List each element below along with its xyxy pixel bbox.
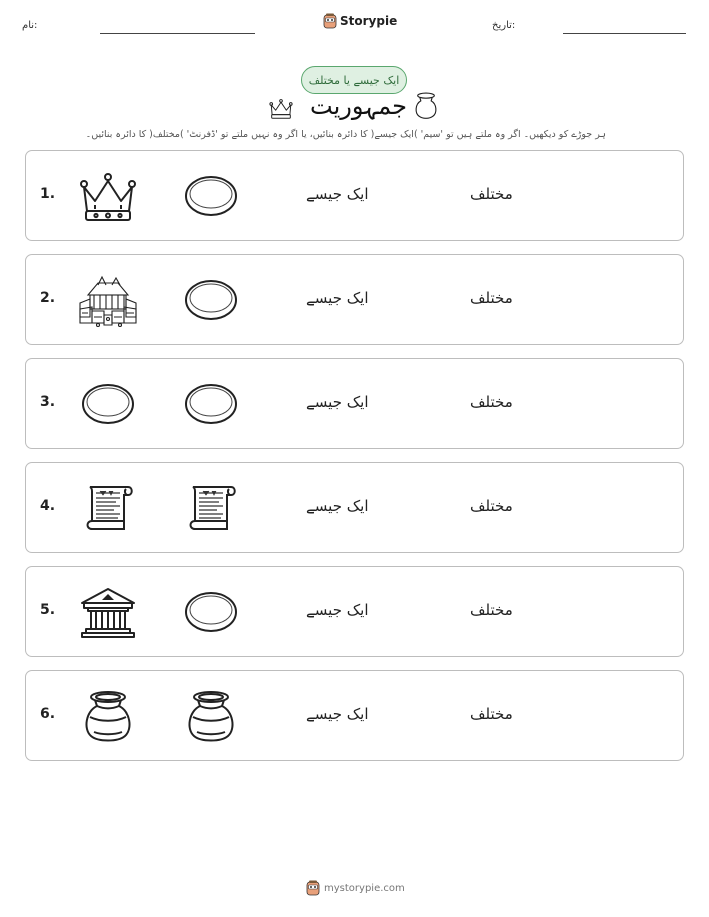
option-same[interactable]: ایک جیسے [306, 185, 369, 203]
pot-icon [181, 689, 241, 743]
option-different[interactable]: مختلف [470, 497, 513, 515]
pair-row-2 [25, 254, 684, 345]
scroll-icon [78, 481, 138, 535]
option-same[interactable]: ایک جیسے [306, 393, 369, 411]
pair-row-1 [25, 150, 684, 241]
option-different[interactable]: مختلف [470, 393, 513, 411]
option-different[interactable]: مختلف [470, 185, 513, 203]
title-row [262, 90, 447, 124]
date-line[interactable] [563, 33, 686, 34]
option-different[interactable]: مختلف [470, 289, 513, 307]
row-number: 2. [40, 290, 56, 306]
row-number: 3. [40, 394, 56, 410]
row-number: 5. [40, 602, 56, 618]
scroll-icon [181, 481, 241, 535]
footer [306, 880, 405, 896]
pot-icon [78, 689, 138, 743]
row-number: 4. [40, 498, 56, 514]
option-different[interactable]: مختلف [470, 705, 513, 723]
row-number: 1. [40, 186, 56, 202]
storypie-mascot-icon [323, 13, 337, 29]
option-same[interactable]: ایک جیسے [306, 601, 369, 619]
coin-icon [181, 273, 241, 327]
coin-icon [181, 169, 241, 223]
option-different[interactable]: مختلف [470, 601, 513, 619]
brand-logo [323, 13, 397, 29]
option-same[interactable]: ایک جیسے [306, 705, 369, 723]
row-number: 6. [40, 706, 56, 722]
footer-url[interactable]: mystorypie.com [324, 882, 405, 894]
coin-icon [78, 377, 138, 431]
brand-name: Storypie [340, 14, 398, 28]
instructions: ہر جوڑے کو دیکھیں۔ اگر وہ ملتے ہیں تو 'سیم' )ایک جیسے( کا دائرہ بنائیں، یا اگر وہ نہیں ملتے تو 'ڈفرنٹ' )مختلف( کا دائرہ بنائیں۔ [85, 129, 606, 140]
crown-icon [266, 96, 296, 120]
pair-row-4 [25, 462, 684, 553]
same-or-different-badge: ایک جیسے یا مختلف [301, 66, 407, 94]
pair-row-5 [25, 566, 684, 657]
crown-icon [78, 169, 138, 223]
greek-temple-icon [78, 585, 138, 639]
option-same[interactable]: ایک جیسے [306, 497, 369, 515]
storypie-mascot-icon [306, 880, 320, 896]
option-same[interactable]: ایک جیسے [306, 289, 369, 307]
coin-icon [181, 377, 241, 431]
date-label: تاریخ: [492, 20, 516, 31]
name-line[interactable] [100, 33, 255, 34]
page-title: جمہوریت [310, 92, 408, 120]
name-label: نام: [22, 20, 38, 31]
market-town-icon [78, 273, 138, 327]
coin-icon [181, 585, 241, 639]
pot-icon [412, 91, 440, 121]
pair-row-3 [25, 358, 684, 449]
pair-row-6 [25, 670, 684, 761]
